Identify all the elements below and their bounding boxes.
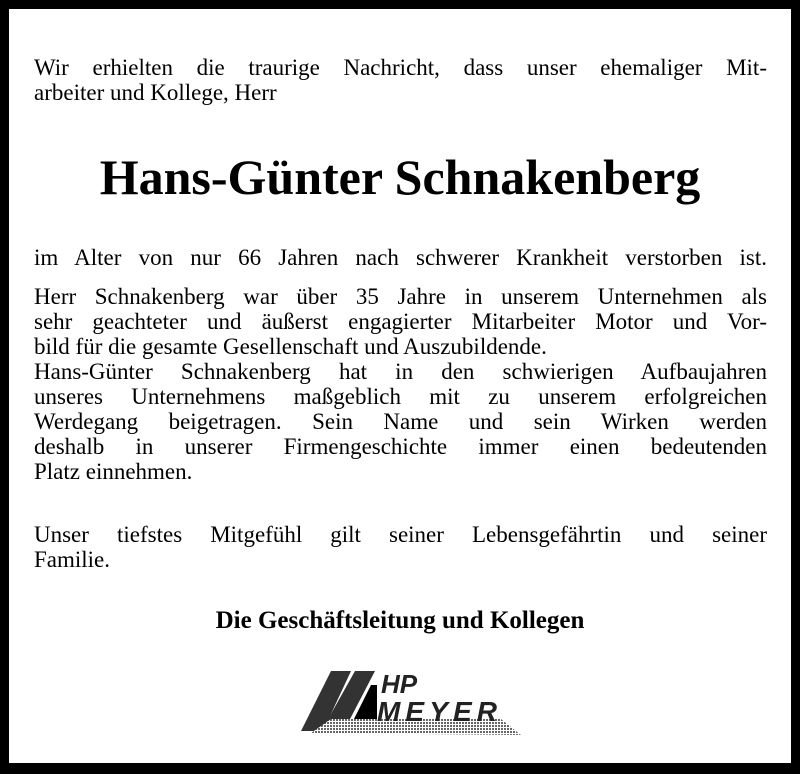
condolence-line-2: Familie. (34, 547, 111, 572)
body-line: Werdegang beigetragen. Sein Name und sein Wirken werden (34, 409, 767, 434)
logo-text-meyer: MEYER (377, 696, 497, 727)
logo-text-hp: HP (381, 669, 418, 699)
intro-line-2: arbeiter und Kollege, Herr (34, 80, 277, 105)
condolence-line-1: Unser tiefstes Mitgefühl gilt seiner Lebensgefährtin und seiner (34, 522, 767, 547)
hp-meyer-logo (291, 659, 531, 739)
age-line: im Alter von nur 66 Jahren nach schwerer Krankheit verstorben ist. (34, 245, 767, 270)
body-line: sehr geachteter und äußerst engagierter Mitarbeiter Motor und Vor- (34, 309, 767, 334)
body-line: Hans-Günter Schnakenberg hat in den schwierigen Aufbaujahren (34, 359, 767, 384)
deceased-name: Hans-Günter Schnakenberg (99, 149, 701, 205)
body-line: unseres Unternehmens maßgeblich mit zu unserem erfolgreichen (34, 384, 767, 409)
signature: Die Geschäftsleitung und Kollegen (215, 607, 585, 634)
body-line: bild für die gesamte Gesellenschaft und Auszubildende. (34, 334, 547, 359)
intro-line-1: Wir erhielten die traurige Nachricht, dass unser ehemaliger Mit- (34, 55, 767, 80)
body-line: Platz einnehmen. (34, 459, 193, 484)
body-line: Herr Schnakenberg war über 35 Jahre in unserem Unternehmen als (34, 284, 767, 309)
body-line: deshalb in unserer Firmengeschichte immer einen bedeutenden (34, 434, 767, 459)
